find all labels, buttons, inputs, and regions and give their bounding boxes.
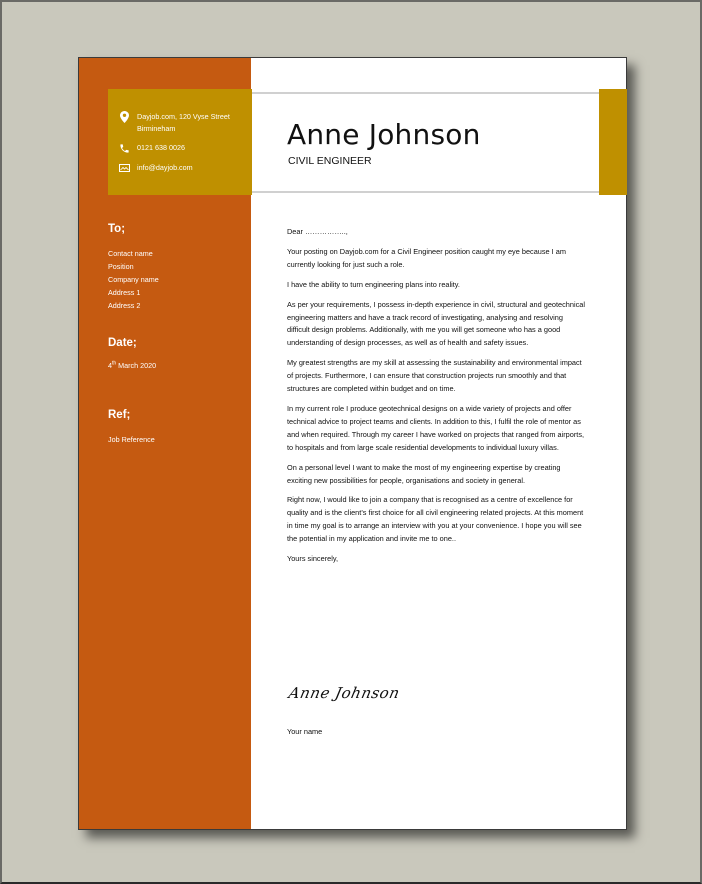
letter-paragraph: On a personal level I want to make the most of my engineering expertise by creating exciting new possibilities for people, organisations and society in general. (287, 462, 561, 485)
phone-icon (118, 142, 131, 154)
recipient-company: Company name (108, 275, 159, 284)
contact-box (108, 89, 252, 195)
letter-paragraph: Right now, I would like to join a company that is recognised as a centre of excellence for quality and is the client’s first choice for all civil engineering related projects. At this moment in time my goal is to arrange an interview with you at your convenience. I hope you will see the potential in my application and invite me to one.. (287, 495, 584, 544)
address-text: Dayjob.com, 120 Vyse Street Birmineham (137, 112, 230, 133)
header-bottom-rule (252, 191, 599, 193)
header-top-rule (252, 92, 599, 94)
date-value: 4th March 2020 (108, 360, 157, 370)
recipient-details (108, 247, 159, 312)
closing: Yours sincerely, (287, 554, 339, 564)
letter-paragraph: My greatest strengths are my skill at assessing the sustainability and environmental impact of projects. Furthermore, I can ensure that construction projects run smoothly and that structures are completed within budget and on time. (287, 358, 582, 394)
applicant-name: Anne Johnson (287, 118, 481, 151)
letter-body (287, 226, 587, 573)
letter-paragraph: As per your requirements, I possess in-depth experience in civil, structural and geotechnical engineering matters and have a track record of investigating, analysing and resolving difficult design problems. Additionally, with me you will get someone who has a good understanding of design processes, as well as of health and safety issues. (287, 299, 585, 348)
map-pin-icon (118, 111, 131, 123)
letter-paragraph: In my current role I produce geotechnical designs on a wide variety of projects and offer technical advice to project teams and clients. In addition to this, I fulfil the role of mentor as and when required. Through my career I have worked on projects that ranged from airports, to hospitals and from large scale residential developments to individual luxury villas. (287, 403, 585, 452)
letter-paragraph: I have the ability to turn engineering plans into reality. (287, 279, 460, 289)
recipient-address-1: Address 1 (108, 288, 141, 297)
recipient-contact-name: Contact name (108, 249, 153, 258)
contact-email (118, 162, 247, 174)
ref-heading: Ref; (108, 409, 131, 421)
ref-value: Job Reference (108, 435, 155, 444)
envelope-icon (118, 162, 131, 174)
your-name: Your name (287, 727, 323, 736)
phone-text: 0121 638 0026 (137, 143, 185, 152)
applicant-job-title: CIVIL ENGINEER (288, 155, 372, 167)
email-text: info@dayjob.com (137, 163, 193, 172)
contact-address (118, 111, 247, 135)
to-heading: To; (108, 223, 126, 235)
recipient-position: Position (108, 262, 134, 271)
letter-paragraph: Your posting on Dayjob.com for a Civil Engineer position caught my eye because I am currently looking for just such a role. (287, 246, 566, 269)
contact-phone (118, 142, 247, 154)
signature: Anne Johnson (287, 684, 402, 702)
date-heading: Date; (108, 337, 137, 349)
recipient-address-2: Address 2 (108, 301, 141, 310)
salutation: Dear …………….., (287, 227, 348, 236)
cover-letter-page (78, 57, 627, 830)
header-accent-tab (599, 89, 627, 195)
